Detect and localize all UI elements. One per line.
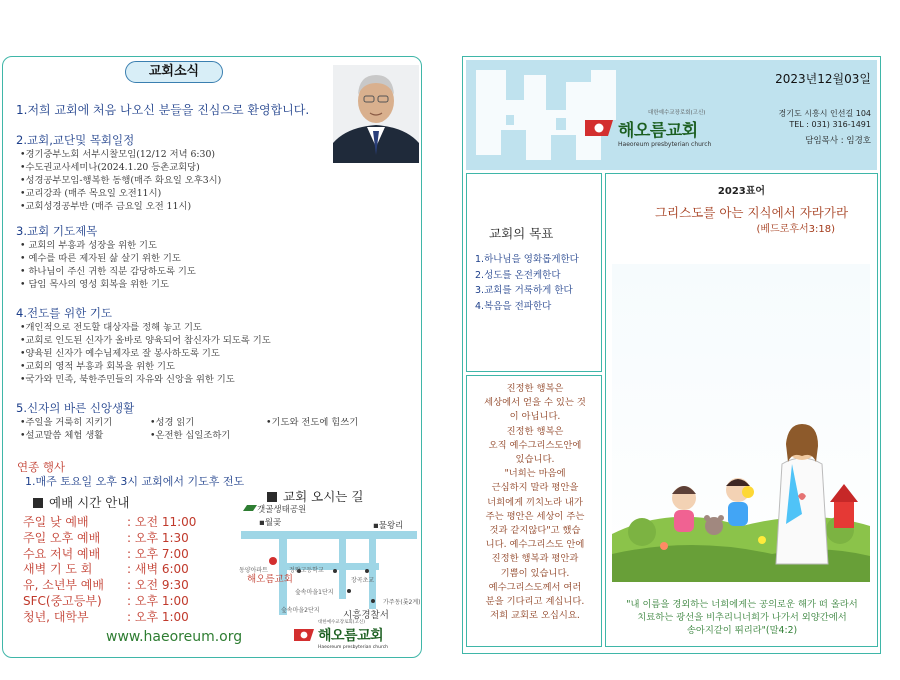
faith-life-item: •주일을 거룩히 지키기 bbox=[20, 417, 113, 428]
worship-time: : 오전 9:30 bbox=[127, 578, 189, 593]
map-label-complex: 숲속마을1단지 bbox=[295, 589, 334, 596]
happiness-line: 분을 기다리고 계십니다. bbox=[485, 596, 585, 608]
faith-life-item: •온전한 십일조하기 bbox=[150, 430, 231, 441]
schedule-item: •경기중부노회 서부시찰모임(12/12 저녁 6:30) bbox=[20, 149, 216, 160]
header-band bbox=[466, 60, 877, 170]
worship-row bbox=[23, 547, 196, 563]
prayer-item: • 하나님이 주신 귀한 직분 감당하도록 기도 bbox=[20, 266, 196, 277]
left-page bbox=[2, 56, 422, 658]
worship-time: : 오후 1:00 bbox=[127, 609, 189, 624]
website-link[interactable]: www.haeoreum.org bbox=[106, 629, 243, 645]
goals-title: 교회의 목표 bbox=[489, 226, 554, 241]
schedule-title: 2.교회,교단및 목회일정 bbox=[16, 133, 135, 147]
year-theme-label: 2023표어 bbox=[717, 186, 766, 197]
happiness-line: "너희는 마음에 bbox=[504, 468, 566, 480]
worship-time: : 오후 1:00 bbox=[127, 593, 189, 608]
happiness-line: 저희 교회로 오십시요. bbox=[490, 610, 580, 622]
evangelism-section bbox=[16, 306, 271, 386]
verse-line: 치료하는 광선을 비추리니너희가 나가서 외양간에서 bbox=[637, 612, 847, 623]
map-label-school: 정왕고등학교 bbox=[289, 567, 324, 574]
bulletin-date: 2023년12월03일 bbox=[775, 72, 871, 86]
happiness-text bbox=[471, 382, 599, 623]
evangelism-item: •교회의 영적 부흥과 회복을 위한 기도 bbox=[20, 361, 175, 372]
happiness-line: 기쁨이 있습니다. bbox=[500, 567, 570, 579]
address-line: 경기도 시흥시 인선길 104 bbox=[778, 109, 871, 118]
worship-row bbox=[23, 515, 196, 531]
faith-life-item: •설교말씀 체험 생활 bbox=[20, 430, 104, 441]
happiness-line: 진정한 행복은 bbox=[506, 383, 564, 394]
pastor-name: 담임목사 : 임경호 bbox=[805, 136, 871, 146]
worship-name: 유, 소년부 예배 bbox=[23, 578, 104, 593]
worship-name: SFC(중고등부) bbox=[23, 593, 102, 608]
church-emblem-icon bbox=[584, 116, 614, 140]
map-label-police: 시흥경찰서 bbox=[343, 610, 389, 621]
header-logo-eng: Haeoreum presbyterian church bbox=[618, 141, 712, 148]
church-address bbox=[779, 108, 871, 130]
prayer-item: • 예수를 따른 제자된 삶 살기 위한 기도 bbox=[20, 253, 181, 264]
square-bullet-icon bbox=[267, 492, 277, 502]
happiness-line: 것과 같지않다"고 했습 bbox=[489, 525, 581, 537]
goal-item: 4.복음을 전파한다 bbox=[475, 300, 552, 312]
balloon-icon bbox=[742, 486, 754, 498]
happiness-line: 니다. 예수그리스도 안에 bbox=[485, 539, 585, 551]
evangelism-item: •양육된 신자가 예수님제자로 잘 봉사하도록 기도 bbox=[20, 348, 220, 359]
schedule-section bbox=[16, 133, 221, 213]
goal-item: 2.성도를 온전케한다 bbox=[475, 269, 561, 281]
map-label-moolwangri: ▪물왕리 bbox=[373, 521, 404, 531]
map-label-station: ▪월곶 bbox=[259, 518, 282, 528]
tel-line: TEL : 031) 316-1491 bbox=[789, 120, 871, 129]
worship-list bbox=[23, 515, 196, 626]
schedule-item: •교리강좌 (매주 목요일 오전11시) bbox=[20, 188, 162, 199]
happiness-line: 이 아닙니다. bbox=[509, 411, 561, 423]
happiness-line: 근심하지 말라 평안을 bbox=[491, 482, 579, 494]
footer-church-logo bbox=[293, 619, 388, 650]
year-theme-reference: (베드로후서3:18) bbox=[756, 224, 835, 235]
header-logo-small: 대한예수교장로회(고신) bbox=[648, 110, 706, 116]
map-title-text: 교회 오시는 길 bbox=[283, 489, 364, 504]
worship-name: 주일 오후 예배 bbox=[23, 530, 101, 545]
map-label-park: 갯골생태공원 bbox=[257, 505, 307, 515]
schedule-item: •성경공부모임-행복한 동행(매주 화요일 오후3시) bbox=[20, 175, 222, 186]
flower-icon bbox=[758, 536, 766, 544]
footer-logo-name: 해오름교회 bbox=[318, 628, 384, 644]
prayer-section bbox=[16, 224, 196, 291]
prayer-item: • 교회의 부흥과 성장을 위한 기도 bbox=[20, 240, 158, 251]
worship-row bbox=[23, 562, 196, 578]
happiness-line: 예수그리스도께서 여러 bbox=[488, 581, 582, 593]
footer-logo-small: 대한예수교장로회(고신) bbox=[318, 620, 365, 625]
worship-row bbox=[23, 594, 196, 610]
worship-name: 새벽 기 도 회 bbox=[23, 562, 93, 577]
evangelism-title: 4.전도를 위한 기도 bbox=[16, 306, 113, 320]
faith-life-item: •기도와 전도에 힘쓰기 bbox=[266, 417, 359, 428]
map-label-complex2: 숲속마을2단지 bbox=[281, 607, 320, 614]
church-location-map bbox=[239, 505, 421, 621]
bible-verse bbox=[610, 598, 874, 637]
year-end-line: 1.매주 토요일 오후 3시 교회에서 기도후 전도 bbox=[25, 475, 245, 488]
prayer-item: • 담임 목사의 영성 회복을 위한 기도 bbox=[20, 279, 169, 290]
welcome-text: 1.저희 교회에 처음 나오신 분들을 진심으로 환영합니다. bbox=[16, 103, 310, 117]
map-label-apt: 동양아파트 bbox=[239, 567, 268, 574]
map-label-housing: 가주동(롯2계) bbox=[383, 599, 421, 606]
header-logo-name: 해오름교회 bbox=[618, 121, 698, 141]
happiness-line: 있습니다. bbox=[515, 454, 555, 466]
map-label-church: 해오름교회 bbox=[247, 574, 293, 585]
verse-line: "내 이름을 경외하는 너희에게는 공의로운 해가 떠 올라서 bbox=[626, 599, 858, 610]
goal-item: 3.교회를 거룩하게 한다 bbox=[475, 285, 573, 296]
schedule-item: •수도권교사세미나(2024.1.20 등촌교회당) bbox=[20, 162, 200, 173]
map-label-store: 장곡초교 bbox=[351, 577, 375, 584]
happiness-line: 세상에서 얻을 수 있는 것 bbox=[484, 397, 586, 409]
worship-title bbox=[33, 493, 129, 511]
worship-time: : 오후 7:00 bbox=[127, 546, 189, 561]
prayer-title: 3.교회 기도제목 bbox=[16, 224, 98, 238]
church-emblem-icon bbox=[293, 626, 315, 644]
happiness-box bbox=[466, 375, 602, 647]
worship-name: 청년, 대학부 bbox=[23, 609, 89, 624]
happiness-line: 진정한 행복은 bbox=[506, 425, 564, 437]
worship-title-text: 예배 시간 안내 bbox=[49, 495, 130, 510]
worship-name: 주일 낮 예배 bbox=[23, 515, 89, 529]
worship-row bbox=[23, 578, 196, 594]
square-bullet-icon bbox=[33, 498, 43, 508]
worship-time: : 새벽 6:00 bbox=[127, 562, 189, 577]
verse-line: 송아지같이 뛰리라"(말4:2) bbox=[686, 625, 798, 636]
faith-life-section bbox=[16, 401, 402, 442]
year-theme-box bbox=[605, 173, 878, 647]
evangelism-item: •개인적으로 전도할 대상자를 정해 놓고 기도 bbox=[20, 322, 202, 333]
year-end-title: 연종 행사 bbox=[17, 460, 66, 474]
right-page bbox=[462, 56, 881, 654]
worship-row bbox=[23, 531, 196, 547]
schedule-item: •교회성경공부반 (매주 금요일 오전 11시) bbox=[20, 201, 192, 212]
happiness-line: 주는 평안은 세상이 주는 bbox=[485, 510, 585, 522]
worship-time: : 오후 1:30 bbox=[127, 530, 189, 545]
faith-life-item: •성경 읽기 bbox=[150, 417, 195, 428]
happiness-line: 오직 예수그리스도안에 bbox=[488, 439, 582, 451]
church-goals-box bbox=[466, 173, 602, 372]
faith-life-title: 5.신자의 바른 신앙생활 bbox=[16, 401, 135, 415]
evangelism-item: •국가와 민족, 북한주민들의 자유와 신앙을 위한 기도 bbox=[20, 374, 235, 385]
worship-name: 수요 저녁 예배 bbox=[23, 546, 101, 561]
evangelism-item: •교회로 인도된 신자가 올바로 양육되어 참신자가 되도록 기도 bbox=[20, 335, 271, 346]
footer-logo-eng: Haeoreum presbyterian church bbox=[318, 645, 389, 650]
header-church-logo bbox=[584, 108, 711, 148]
year-theme-text: 그리스도를 아는 지식에서 자라가라 bbox=[654, 205, 849, 220]
welcome-section bbox=[16, 103, 309, 118]
happiness-line: 진정한 행복과 평안과 bbox=[491, 553, 579, 565]
children-with-jesus-illustration bbox=[612, 264, 870, 582]
news-title: 교회소식 bbox=[125, 61, 223, 83]
goal-item: 1.하나님을 영화롭게한다 bbox=[475, 254, 579, 265]
pastor-photo bbox=[333, 65, 419, 163]
flower-icon bbox=[660, 542, 668, 550]
worship-time: : 오전 11:00 bbox=[127, 515, 197, 529]
happiness-line: 너희에게 끼치노라 내가 bbox=[487, 496, 583, 508]
goals-list bbox=[475, 252, 579, 314]
worship-row bbox=[23, 610, 196, 626]
